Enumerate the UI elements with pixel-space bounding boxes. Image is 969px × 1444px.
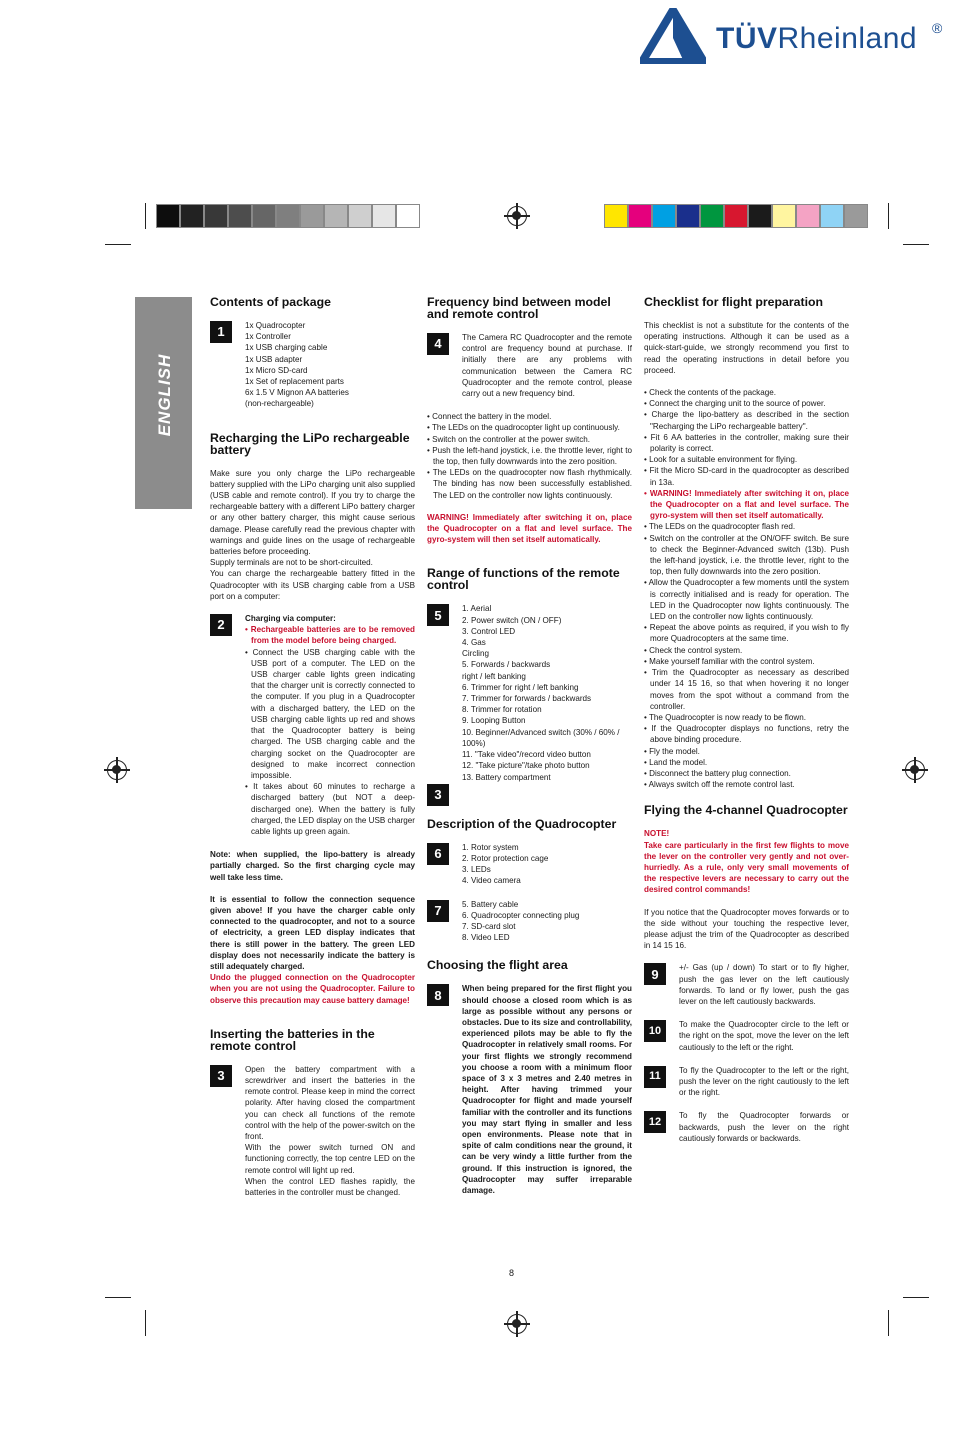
checklist-title: Checklist for flight preparation (644, 295, 824, 309)
step-text: Open the battery compartment with a screwdriver and insert the batteries in the remote control. Please keep in mind the correct polarity. After having closed the compartment you can check all functions of the remote control with the help of the power-switch on the front. (245, 1064, 415, 1141)
function-item: 5. Forwards / backwards (462, 660, 551, 670)
page-number: 8 (509, 1268, 515, 1278)
crop-mark (903, 1297, 929, 1298)
step-number: 6 (427, 843, 449, 865)
step-text: When being prepared for the first flight you should choose a closed room which is as large as possible without any persons or obstacles. Due to its size and controllability, experienced pilots may be able to fly the Quadrocopter in relatively small rooms. For your first flights we strongly recommend you choose a room with a minimum floor space of 3 x 3 metres and 2.40 metres in height. After having trimmed your Quadrocopter for flight and made yourself familiar with the controller and its functions you may start flying in smaller and less open environments. Please note that in spite of calm conditions near the ground, it can be very windy a little further from the ground. If this instruction is ignored, the Quadrocopter may suffer irreparable damage. (462, 984, 632, 1195)
crop-mark (105, 244, 131, 245)
description-item: 6. Quadrocopter connecting plug (462, 910, 580, 920)
flying-title: Flying the 4-channel Quadrocopter (644, 803, 848, 818)
color-swatch (700, 204, 724, 228)
checklist-item: • Check the contents of the package. (644, 387, 849, 398)
step-1 (210, 320, 415, 410)
function-item: 13. Battery compartment (462, 772, 551, 782)
function-item: 8. Trimmer for rotation (462, 705, 542, 715)
step-number: 9 (644, 963, 666, 985)
recharge-paragraph: Supply terminals are not to be short-circuited. (210, 558, 373, 568)
recharge-paragraph: You can charge the rechargeable battery fitted in the Quadrocopter with its USB charging cable from a USB port on a computer: (210, 569, 415, 601)
checklist-item: • Connect the charging unit to the source of power. (644, 398, 849, 409)
function-item: right / left banking (462, 671, 526, 681)
checklist (644, 521, 849, 790)
step-2 (210, 613, 415, 837)
step-number: 1 (210, 321, 232, 343)
range-title: Range of functions of the remote control (427, 566, 620, 593)
list-item: • Connect the USB charging cable with the USB port of a computer. The LED on the USB charger cable lights green indicating that the charger unit is correctly connected to the computer. If you plug in a Quadrocopter with a discharged battery, the LED on the USB charging cable lights up red and shows that the Quadrocopter battery is being charged. The USB charging cable and the charging socket on the Quadrocopter are designed to make incorrect connection impossible. (245, 647, 415, 781)
list-item: • It takes about 60 minutes to recharge a discharged battery (but NOT a deep-discharged one). When the battery is fully charged, the LED display on the USB charger cable lights up green again. (245, 781, 415, 837)
registration-mark-icon (507, 1314, 527, 1334)
checklist (644, 387, 849, 488)
contents-item: 6x 1.5 V Mignon AA batteries (245, 388, 349, 398)
contents-item: 1x Controller (245, 332, 291, 342)
checklist-item: • Allow the Quadrocopter a few moments until the system is correctly initialised and is ready for operation. The LED in the Quadrocopter now lights continuously. The LED on the controller now lights continuously. (644, 577, 849, 622)
checklist-item: • Switch on the controller at the ON/OFF switch. Be sure to check the Beginner-Advanced switch (13b). Push the left-hand joystick, i.e. the throttle lever, right to the top, then fully downwards into the zero position. (644, 533, 849, 578)
warning-text: Undo the plugged connection on the Quadrocopter when you are not using the Quadrocopter. Failure to observe this precaution may cause battery damage! (210, 973, 415, 1005)
checklist-item: • Check the control system. (644, 645, 849, 656)
checklist-item: • Make yourself familiar with the control system. (644, 656, 849, 667)
step-8 (427, 983, 632, 1196)
insert-title: Inserting the batteries in the remote control (210, 1026, 375, 1053)
step-11 (644, 1065, 849, 1099)
tuv-rheinland-logo (640, 6, 960, 64)
note-text: It is essential to follow the connection sequence given above! If you have the charger cable only connected to the quadrocopter, and not to a source of electricity, a green LED display indicates that there is still power in the battery. The green LED display does not necessarily indicate the battery is still adequately charged. (210, 894, 415, 971)
step-4 (427, 332, 632, 399)
description-list (462, 899, 632, 944)
cmyk-color-bar (604, 204, 868, 228)
color-swatch (252, 204, 276, 228)
step-number: 3 (427, 784, 449, 806)
description-item: 8. Video LED (462, 933, 510, 943)
step-number: 4 (427, 333, 449, 355)
checklist-item: • Look for a suitable environment for flying. (644, 454, 849, 465)
description-item: 1. Rotor system (462, 842, 519, 852)
contents-item: 1x Quadrocopter (245, 321, 306, 330)
crop-mark (888, 1310, 889, 1336)
step-number: 2 (210, 614, 232, 636)
step-number: 12 (644, 1111, 666, 1133)
registration-mark-icon (107, 760, 127, 780)
step-number: 5 (427, 604, 449, 626)
color-swatch (372, 204, 396, 228)
step-text: The Camera RC Quadrocopter and the remote control are frequency bound at purchase. If initially there are any problems with communication between the Camera RC Quadrocopter and the remote control, please carry out a new frequency bind. (462, 333, 632, 399)
function-item: 6. Trimmer for right / left banking (462, 682, 579, 692)
crop-mark (145, 1310, 146, 1336)
step-text: With the power switch turned ON and functioning correctly, the top centre LED on the remote control will light up red. (245, 1143, 415, 1175)
color-swatch (748, 204, 772, 228)
checklist-item: • Disconnect the battery plug connection. (644, 768, 849, 779)
checklist-item: • The LEDs on the quadrocopter flash red. (644, 521, 849, 532)
step-title: Charging via computer: (245, 614, 336, 624)
step-3 (210, 1064, 415, 1198)
step-9 (644, 962, 849, 1007)
checklist-item: • Fit 6 AA batteries in the controller, making sure their polarity is correct. (644, 432, 849, 454)
function-item: 2. Power switch (ON / OFF) (462, 615, 562, 625)
function-item: 9. Looping Button (462, 716, 526, 726)
function-item: 1. Aerial (462, 604, 492, 614)
color-swatch (348, 204, 372, 228)
function-item: 3. Control LED (462, 626, 516, 636)
warning-text: • Rechargeable batteries are to be removed from the model before being charged. (245, 624, 415, 646)
checklist-item: • Fit the Micro SD-card in the quadrocopter as described in 13a. (644, 465, 849, 487)
color-swatch (276, 204, 300, 228)
crop-mark (105, 1297, 131, 1298)
color-swatch (300, 204, 324, 228)
crop-mark (888, 203, 889, 229)
step-number: 10 (644, 1020, 666, 1042)
note-label: NOTE! (644, 829, 670, 839)
frequency-title: Frequency bind between model and remote control (427, 295, 611, 321)
crop-mark (903, 244, 929, 245)
logo-text: TÜVRheinland (716, 22, 918, 55)
bind-step: • Connect the battery in the model. (427, 411, 632, 422)
recharge-paragraph: Make sure you only charge the LiPo rechargeable battery supplied with the LiPo charging unit also supplied (USB cable and remote control). If you try to charge the rechargeable battery with a different LiPo battery charger or any other battery charger, this might cause serious damage. Please carefully read the previous chapter with warnings and guide lines on the usage of rechargeable batteries before proceeding. (210, 468, 415, 557)
checklist-intro: This checklist is not a substitute for the contents of the operating instructions. Although it can be used as a quick-start-guide, we strongly recommend you first to read the operating instructions in detail before you proceed. (644, 321, 849, 375)
step-7 (427, 899, 632, 944)
warning-text: Take care particularly in the first few flights to move the lever on the controller very gently and not over-hurriedly. As a rule, only very small movements of the respective levers are necessary to carry out the desired control commands! (644, 840, 849, 895)
gray-color-bar (156, 204, 420, 228)
registration-mark-icon (905, 760, 925, 780)
description-item: 3. LEDs (462, 865, 491, 875)
step-number: 7 (427, 900, 449, 922)
step-text: To make the Quadrocopter circle to the left or the right on the spot, move the lever on the left cautiously to the left or the right. (679, 1020, 849, 1052)
language-label: ENGLISH (155, 353, 174, 437)
description-item: 2. Rotor protection cage (462, 853, 549, 863)
function-item: 4. Gas (462, 638, 486, 648)
color-swatch (228, 204, 252, 228)
color-swatch (676, 204, 700, 228)
color-swatch (844, 204, 868, 228)
color-swatch (604, 204, 628, 228)
column-3 (644, 296, 849, 1156)
contents-item: 1x Set of replacement parts (245, 377, 344, 387)
color-swatch (772, 204, 796, 228)
step-6 (427, 842, 632, 887)
checklist-item: • Fly the model. (644, 746, 849, 757)
step-text: When the control LED flashes rapidly, the batteries in the controller must be changed. (245, 1176, 415, 1197)
contents-title: Contents of package (210, 295, 331, 309)
bind-steps-list (427, 411, 632, 501)
contents-item: 1x USB charging cable (245, 343, 328, 353)
step-5 (427, 603, 632, 782)
function-item: Circling (462, 649, 489, 659)
checklist-item: • Repeat the above points as required, if you wish to fly more Quadrocopters at the same time. (644, 622, 849, 644)
contents-item: (non-rechargeable) (245, 399, 314, 409)
step-text: To fly the Quadrocopter forwards or backwards, push the lever on the right cautiously forwards or backwards. (679, 1111, 849, 1143)
color-swatch (396, 204, 420, 228)
contents-item: 1x USB adapter (245, 354, 303, 364)
color-swatch (156, 204, 180, 228)
note-text: Note: when supplied, the lipo-battery is already partially charged. So the first charging cycle may well take less time. (210, 850, 415, 882)
warning-text: WARNING! Immediately after switching it on, place the Quadrocopter on a flat and level surface. The gyro-system will then set itself automatically. (427, 512, 632, 545)
description-item: 7. SD-card slot (462, 921, 516, 931)
bind-step: • The LEDs on the quadrocopter now flash rhythmically. The binding has now been successfully established. The LED on the controller now lights continuously. (427, 467, 632, 501)
checklist-item: • Charge the lipo-battery as described in the section "Recharging the LiPo rechargeable battery". (644, 409, 849, 431)
triangle-logo-icon (640, 8, 706, 64)
checklist-item: • Always switch off the remote control last. (644, 779, 849, 790)
function-item: 10. Beginner/Advanced switch (30% / 60% / 100%) (462, 727, 620, 748)
step-10 (644, 1019, 849, 1053)
function-item: 11. "Take video"/record video button (462, 750, 591, 760)
recharge-title: Recharging the LiPo rechargeable battery (210, 430, 410, 457)
warning-text: • WARNING! Immediately after switching it on, place the Quadrocopter on a flat and level surface. The gyro-system will then set itself automatically. (644, 488, 849, 522)
color-swatch (204, 204, 228, 228)
color-swatch (820, 204, 844, 228)
checklist-item: • The Quadrocopter is now ready to be flown. (644, 712, 849, 723)
contents-item: 1x Micro SD-card (245, 365, 308, 375)
step-number: 3 (210, 1065, 232, 1087)
trim-text: If you notice that the Quadrocopter moves forwards or to the side without your touching the respective lever, please adjust the trim of the Quadrocopter as described in 14 15 16. (644, 907, 849, 951)
color-swatch (652, 204, 676, 228)
color-swatch (796, 204, 820, 228)
checklist-item: • Trim the Quadrocopter as necessary as described under 14 15 16, so that when hovering it no longer moves from the spot without a command from the controller. (644, 667, 849, 712)
contents-list (245, 320, 415, 410)
step-number: 11 (644, 1066, 666, 1088)
registration-mark-icon (507, 206, 527, 226)
description-item: 4. Video camera (462, 876, 521, 886)
language-tab (135, 297, 192, 509)
step-text: To fly the Quadrocopter to the left or the right, push the lever on the right cautiously to the left or the right. (679, 1065, 849, 1098)
bind-step: • The LEDs on the quadrocopter light up continuously. (427, 422, 632, 433)
step-text: +/- Gas (up / down) To start or to fly higher, push the gas lever on the left cautiously forwards. To land or fly lower, push the gas lever on the left cautiously backwards. (679, 963, 849, 1006)
column-1 (210, 296, 415, 1210)
step-12 (644, 1110, 849, 1144)
area-title: Choosing the flight area (427, 958, 568, 973)
functions-list (462, 603, 632, 782)
description-list (462, 842, 632, 887)
function-item: 12. "Take picture"/take photo button (462, 761, 590, 771)
bind-step: • Push the left-hand joystick, i.e. the throttle lever, right to the top, then fully downwards into the zero position. (427, 445, 632, 467)
checklist-item: • If the Quadrocopter displays no functions, retry the above binding procedure. (644, 723, 849, 745)
description-item: 5. Battery cable (462, 899, 519, 909)
crop-mark (145, 203, 147, 229)
color-swatch (324, 204, 348, 228)
logo-registered: ® (932, 20, 943, 36)
step-number: 8 (427, 984, 449, 1006)
checklist-item: • Land the model. (644, 757, 849, 768)
color-swatch (724, 204, 748, 228)
column-2 (427, 296, 632, 1208)
color-swatch (628, 204, 652, 228)
step-3b (427, 783, 632, 806)
bind-step: • Switch on the controller at the power switch. (427, 434, 632, 445)
color-swatch (180, 204, 204, 228)
description-title: Description of the Quadrocopter (427, 816, 617, 831)
function-item: 7. Trimmer for forwards / backwards (462, 694, 592, 704)
